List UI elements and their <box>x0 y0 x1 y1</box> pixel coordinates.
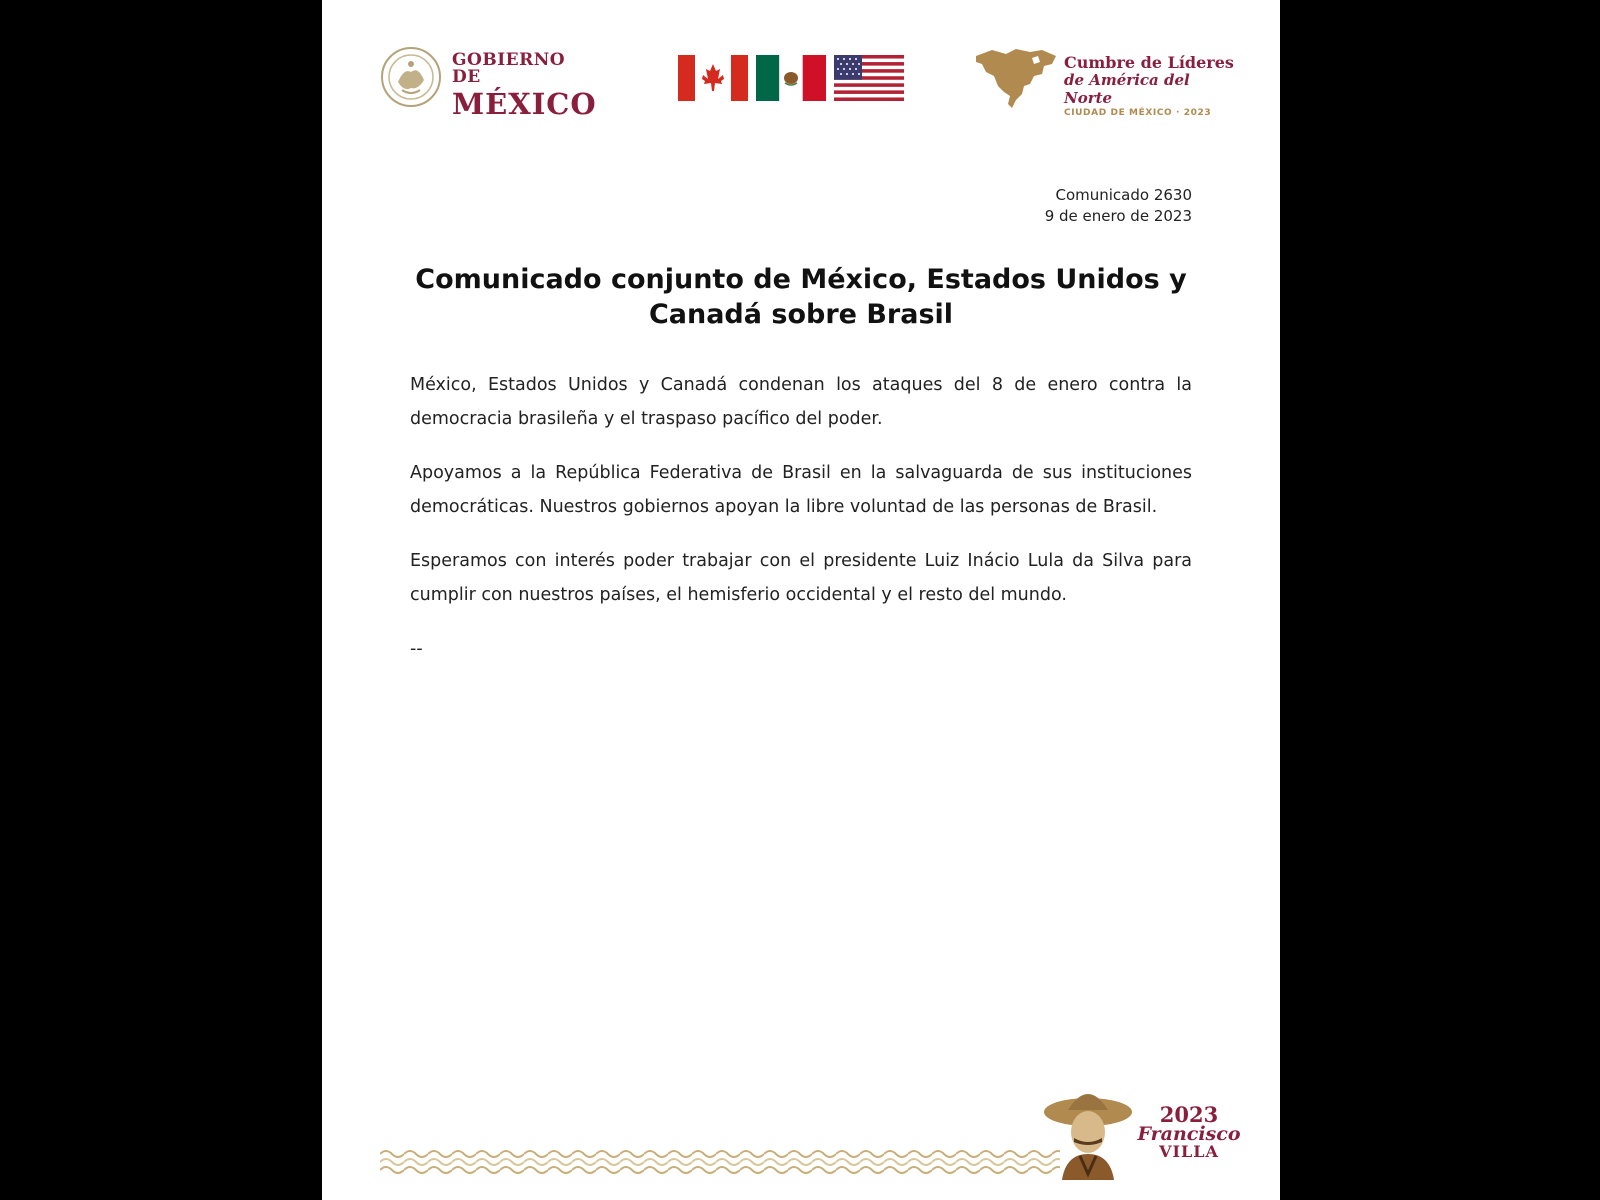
document-title: Comunicado conjunto de México, Estados Unidos y Canadá sobre Brasil <box>415 264 1187 330</box>
gobierno-de-mexico-logo <box>380 44 600 121</box>
gobierno-line2: MÉXICO <box>452 87 597 121</box>
villa-text <box>1134 1104 1244 1160</box>
document-page <box>322 0 1280 1200</box>
mexico-flag-icon <box>756 55 826 101</box>
cumbre-line2: de América del Norte <box>1064 71 1190 107</box>
francisco-villa-logo <box>1042 1082 1242 1182</box>
villa-name: Francisco <box>1137 1123 1241 1145</box>
paragraph: Esperamos con interés poder trabajar con el presidente Luiz Inácio Lula da Silva para cumplir con nuestros países, el hemisferio occidental y el resto del mundo. <box>410 551 1192 605</box>
cumbre-line1: Cumbre de Líderes <box>1064 53 1234 72</box>
mexico-seal-icon <box>380 44 442 110</box>
cumbre-text <box>1064 54 1242 118</box>
communique-number: Comunicado 2630 <box>1055 186 1192 204</box>
francisco-villa-portrait-icon <box>1042 1082 1138 1180</box>
north-america-map-icon <box>972 46 1060 110</box>
gobierno-line1: GOBIERNO DE <box>452 50 566 87</box>
canada-flag-icon <box>678 55 748 101</box>
usa-flag-icon <box>834 55 904 101</box>
villa-surname: VILLA <box>1159 1142 1219 1161</box>
paragraph: México, Estados Unidos y Canadá condenan los ataques del 8 de enero contra la democracia brasileña y el traspaso pacífico del poder. <box>410 375 1192 429</box>
decorative-pattern-band <box>380 1146 1060 1176</box>
gobierno-text <box>452 52 600 119</box>
cumbre-lideres-logo <box>972 44 1242 118</box>
paragraph: Apoyamos a la República Federativa de Brasil en la salvaguarda de sus instituciones democráticas. Nuestros gobiernos apoyan la libre voluntad de las personas de Brasil. <box>410 463 1192 517</box>
communique-date: 9 de enero de 2023 <box>1044 207 1192 225</box>
cumbre-line3: CIUDAD DE MÉXICO · 2023 <box>1064 107 1212 118</box>
communique-meta <box>1045 185 1192 227</box>
closing-dash: -- <box>410 639 423 659</box>
document-body <box>410 368 1192 666</box>
flags-group <box>678 55 904 101</box>
villa-year: 2023 <box>1159 1102 1219 1127</box>
